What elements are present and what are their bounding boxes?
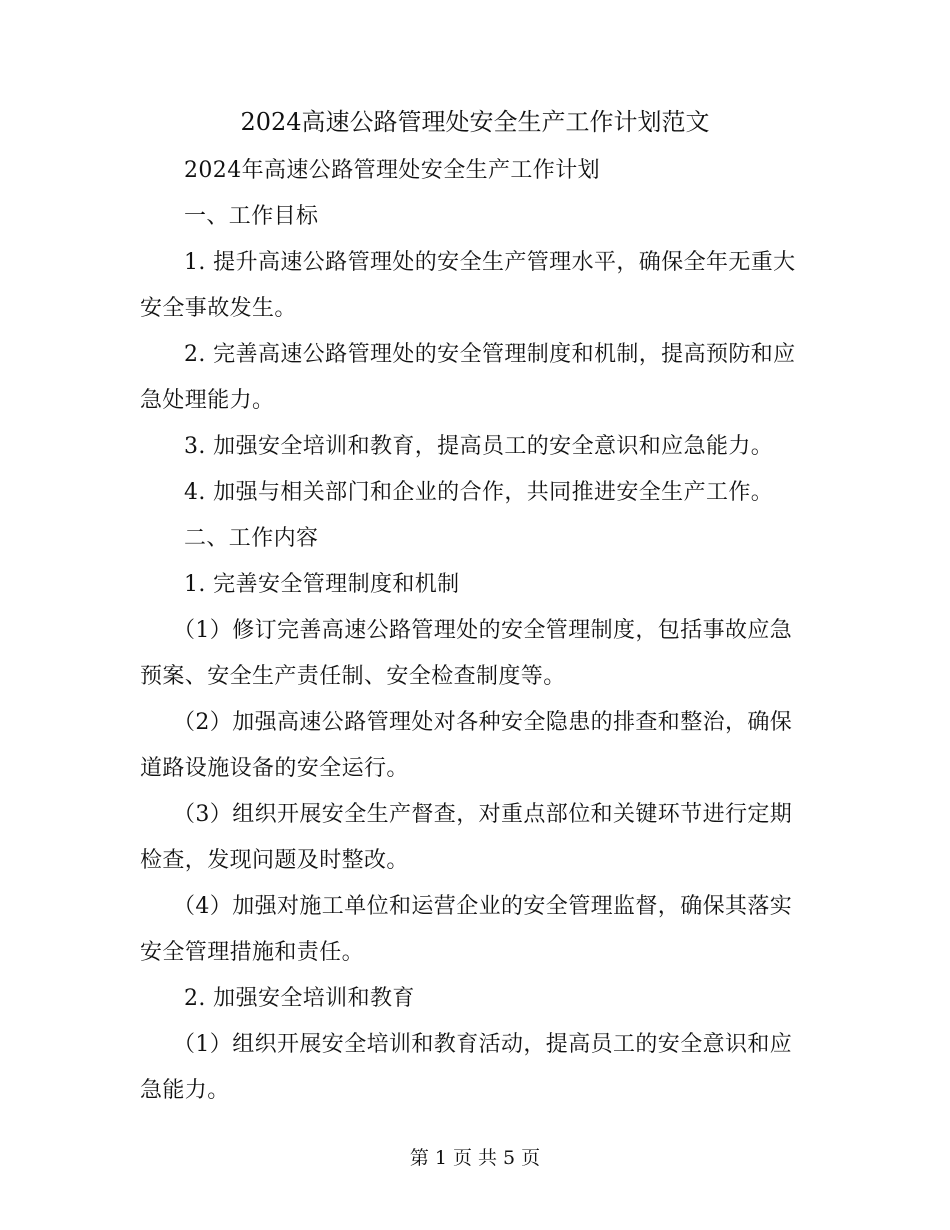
paragraph-goal-4: 4. 加强与相关部门和企业的合作，共同推进安全生产工作。	[184, 480, 774, 505]
subsection-heading-2: 2. 加强安全培训和教育	[184, 986, 415, 1011]
subsection-heading-1: 1. 完善安全管理制度和机制	[184, 572, 460, 597]
paragraph-plan-heading: 2024年高速公路管理处安全生产工作计划	[184, 158, 600, 183]
paragraph-item-2-1: （1）组织开展安全培训和教育活动，提高员工的安全意识和应急能力。	[140, 1032, 793, 1103]
paragraph-goal-1: 1. 提升高速公路管理处的安全生产管理水平，确保全年无重大安全事故发生。	[140, 250, 796, 321]
paragraph-item-1-2: （2）加强高速公路管理处对各种安全隐患的排查和整治，确保道路设施设备的安全运行。	[140, 710, 793, 781]
paragraph-goal-3: 3. 加强安全培训和教育，提高员工的安全意识和应急能力。	[184, 434, 774, 459]
document-body	[140, 148, 808, 1114]
paragraph-item-1-4: （4）加强对施工单位和运营企业的安全管理监督，确保其落实安全管理措施和责任。	[140, 894, 793, 965]
section-heading-content: 二、工作内容	[184, 526, 319, 551]
paragraph-item-1-1: （1）修订完善高速公路管理处的安全管理制度，包括事故应急预案、安全生产责任制、安全检查制度等。	[140, 618, 793, 689]
page-footer: 第 1 页 共 5 页	[409, 1147, 541, 1169]
paragraph-item-1-3: （3）组织开展安全生产督查，对重点部位和关键环节进行定期检查，发现问题及时整改。	[140, 802, 793, 873]
paragraph-goal-2: 2. 完善高速公路管理处的安全管理制度和机制，提高预防和应急处理能力。	[140, 342, 796, 413]
section-heading-goals: 一、工作目标	[184, 204, 319, 229]
document-title: 2024高速公路管理处安全生产工作计划范文	[240, 108, 710, 136]
